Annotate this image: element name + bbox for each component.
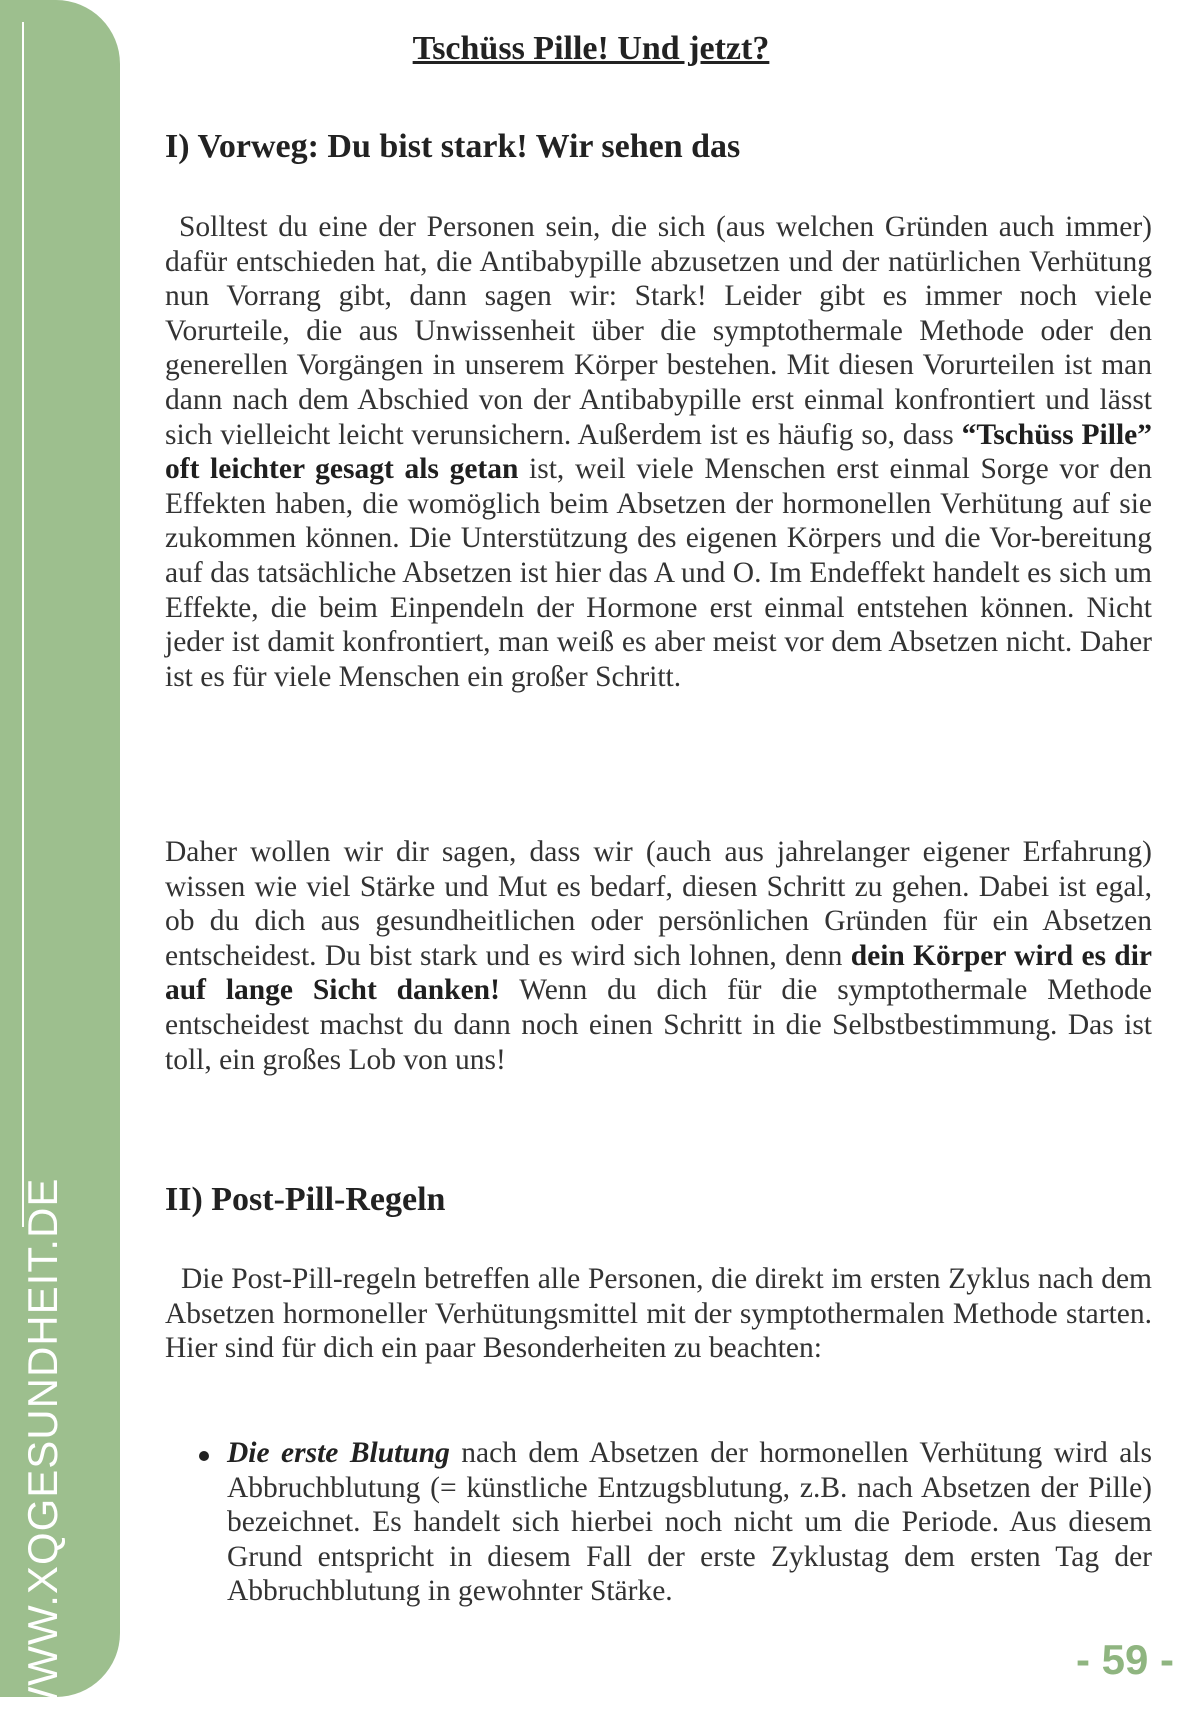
sidebar-divider-line (22, 22, 24, 1227)
bullet-lead-text: Die erste Blutung (227, 1437, 450, 1469)
paragraph-bold-text: “Tschüss Pille” oft leichter gesagt als getan (165, 418, 1152, 486)
section1-paragraph-2 (165, 835, 1152, 1077)
list-item (227, 1436, 1152, 1609)
section-heading-2: II) Post-Pill-Regeln (165, 1181, 446, 1218)
paragraph-text: Daher wollen wir dir sagen, dass wir (auch aus jahrelanger eigener Erfahrung) wissen wie viel Stärke und Mut es bedarf, diesen Schritt zu gehen. Dabei ist egal, ob du dich aus gesundheitlichen oder persönlichen Gründen für ein Absetzen entscheidest. Du bist stark und es wird sich lohnen, denn (165, 836, 1152, 972)
paragraph-text: ist, weil viele Menschen erst einmal Sorge vor den Effekten haben, die womöglich beim Absetzen der hormonellen Verhütung auf sie zukommen können. Die Unterstützung des eigenen Körpers und die Vor-bereitung auf das tatsächliche Absetzen ist hier das A und O. Im Endeffekt handelt es sich um Effekte, die beim Einpendeln der Hormone erst einmal entstehen können. Nicht jeder ist damit konfrontiert, man weiß es aber meist vor dem Absetzen nicht. Daher ist es für viele Menschen ein großer Schritt. (165, 453, 1152, 693)
paragraph-text: Solltest du eine der Personen sein, die sich (aus welchen Gründen auch immer) dafür entschieden hat, die Antibabypille abzusetzen und der natürlichen Verhütung nun Vorrang gibt, dann sagen wir: Stark! Leider gibt es immer noch viele Vorurteile, die aus Unwissenheit über die symptothermale Methode oder den generellen Vorgängen in unserem Körper bestehen. Mit diesen Vorurteilen ist man dann nach dem Abschied von der Antibabypille erst einmal konfrontiert und lässt sich vielleicht leicht verunsichern. Außerdem ist es häufig so, dass (165, 211, 1152, 451)
bullet-text: nach dem Absetzen der hormonellen Verhütung wird als Abbruchblutung (= künstliche Entzugsblutung, z.B. nach Absetzen der Pille) bezeichnet. Es handelt sich hierbei noch nicht um die Periode. Aus diesem Grund entspricht in diesem Fall der erste Zyklustag dem ersten Tag der Abbruchblutung in gewohnter Stärke. (227, 1437, 1152, 1608)
section1-paragraph-1 (165, 210, 1152, 694)
bullet-list (227, 1436, 1152, 1609)
section2-paragraph-1: Die Post-Pill-regeln betreffen alle Personen, die direkt im ersten Zyklus nach dem Absetzen hormoneller Verhütungsmittel mit der symptothermalen Methode starten. Hier sind für dich ein paar Besonderheiten zu beachten: (165, 1263, 1152, 1365)
paragraph-text: Wenn du dich für die symptothermale Methode entscheidest machst du dann noch einen Schritt in die Selbstbestimmung. Das ist toll, ein großes Lob von uns! (165, 974, 1152, 1076)
section-heading-1: I) Vorweg: Du bist stark! Wir sehen das (165, 128, 741, 165)
page-number: - 59 - (1075, 1636, 1174, 1683)
sidebar (0, 0, 120, 1726)
paragraph-bold-text: dein Körper wird es dir auf lange Sicht danken! (165, 939, 1152, 1007)
bullet-dot-icon (199, 1451, 209, 1461)
sidebar-website-url: WWW.XQGESUNDHEIT.DE (19, 1177, 66, 1726)
page-title: Tschüss Pille! Und jetzt? (412, 30, 770, 67)
